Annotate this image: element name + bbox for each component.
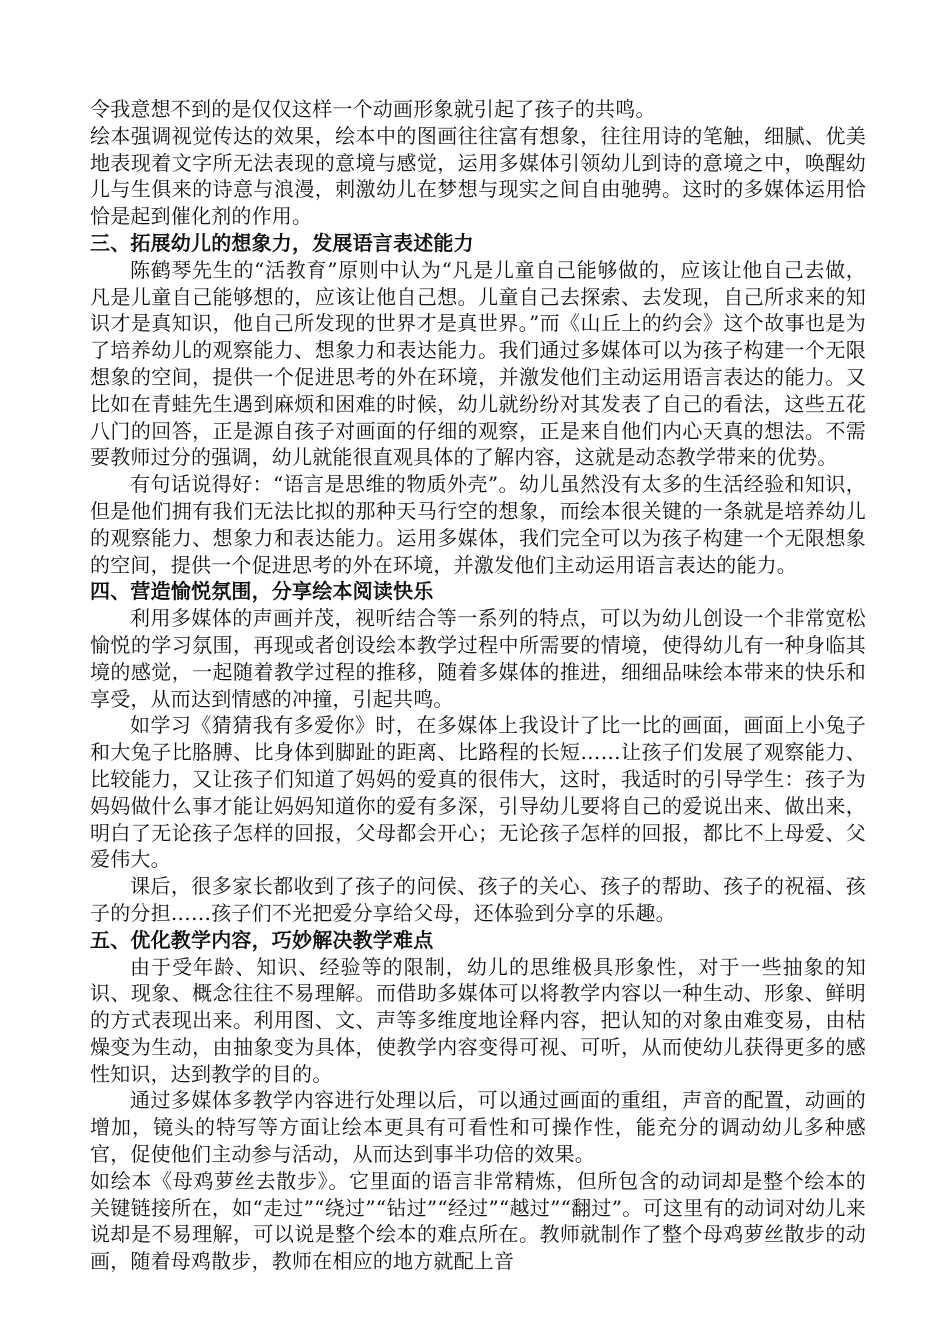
paragraph: 陈鹤琴先生的“活教育”原则中认为“凡是儿童自己能够做的，应该让他自己去做，凡是儿童自己能够想的，应该让他自己想。儿童自己去探索、去发现，自己所求来的知识才是真知识，他自己所发现的世界才是真世界。”而《山丘上的约会》这个故事也是为了培养幼儿的观察能力、想象力和表达能力。我们通过多媒体可以为孩子构建一个无限想象的空间，提供一个促进思考的外在环境，并激发他们主动运用语言表达的能力。又比如在青蛙先生遇到麻烦和困难的时候，幼儿就纷纷对其发表了自己的看法，这些五花八门的回答，正是源自孩子对画面的仔细的观察，正是来自他们内心天真的想法。不需要教师过分的强调，幼儿就能很直观具体的了解内容，这就是动态教学带来的优势。 [90, 257, 866, 470]
document-body [90, 96, 866, 1275]
paragraph: 如学习《猜猜我有多爱你》时，在多媒体上我设计了比一比的画面，画面上小兔子和大兔子比胳膊、比身体到脚趾的距离、比路程的长短……让孩子们发展了观察能力、比较能力，又让孩子们知道了妈妈的爱真的很伟大，这时，我适时的引导学生：孩子为妈妈做什么事才能让妈妈知道你的爱有多深，引导幼儿要将自己的爱说出来、做出来，明白了无论孩子怎样的回报，父母都会开心；无论孩子怎样的回报，都比不上母爱、父爱伟大。 [90, 713, 866, 872]
paragraph: 有句话说得好：“语言是思维的物质外壳”。幼儿虽然没有太多的生活经验和知识，但是他们拥有我们无法比拟的那种天马行空的想象，而绘本很关键的一条就是培养幼儿的观察能力、想象力和表达能力。运用多媒体，我们完全可以为孩子构建一个无限想象的空间，提供一个促进思考的外在环境，并激发他们主动运用语言表达的能力。 [90, 472, 866, 577]
paragraph: 由于受年龄、知识、经验等的限制，幼儿的思维极具形象性，对于一些抽象的知识、现象、概念往往不易理解。而借助多媒体可以将教学内容以一种生动、形象、鲜明的方式表现出来。利用图、文、声等多维度地诠释内容，把认知的对象由难变易，由枯燥变为生动，由抽象变为具体，使教学内容变得可视、可听，从而使幼儿获得更多的感性知识，达到教学的目的。 [90, 954, 866, 1086]
paragraph: 课后，很多家长都收到了孩子的问侯、孩子的关心、孩子的帮助、孩子的祝福、孩子的分担……孩子们不光把爱分享给父母，还体验到分享的乐趣。 [90, 874, 866, 925]
paragraph: 利用多媒体的声画并茂，视听结合等一系列的特点，可以为幼儿创设一个非常宽松愉悦的学习氛围，再现或者创设绘本教学过程中所需要的情境，使得幼儿有一种身临其境的感觉，一起随着教学过程的推移，随着多媒体的推进，细细品味绘本带来的快乐和享受，从而达到情感的冲撞，引起共鸣。 [90, 606, 866, 711]
section-heading: 五、优化教学内容，巧妙解决教学难点 [90, 927, 434, 952]
paragraph: 如绘本《母鸡萝丝去散步》。它里面的语言非常精炼，但所包含的动词却是整个绘本的关键链接所在，如“走过”“绕过”“钻过”“经过”“越过”“翻过”。可这里有的动词对幼儿来说却是不易理解，可以说是整个绘本的难点所在。教师就制作了整个母鸡萝丝散步的动画，随着母鸡散步，教师在相应的地方就配上音 [90, 1168, 866, 1274]
section-heading: 四、营造愉悦氛围，分享绘本阅读快乐 [90, 579, 434, 604]
paragraph: 通过多媒体多教学内容进行处理以后，可以通过画面的重组，声音的配置，动画的增加，镜头的特写等方面让绘本更具有可看性和可操作性，能充分的调动幼儿多种感官，促使他们主动参与活动，从而达到事半功倍的效果。 [90, 1088, 866, 1167]
paragraph: 绘本强调视觉传达的效果，绘本中的图画往往富有想象，往往用诗的笔触，细腻、优美地表现着文字所无法表现的意境与感觉，运用多媒体引领幼儿到诗的意境之中，唤醒幼儿与生俱来的诗意与浪漫，刺激幼儿在梦想与现实之间自由驰骋。这时的多媒体运用恰恰是起到催化剂的作用。 [90, 123, 866, 229]
paragraph: 令我意想不到的是仅仅这样一个动画形象就引起了孩子的共鸣。 [90, 97, 656, 121]
section-heading: 三、拓展幼儿的想象力，发展语言表述能力 [90, 230, 474, 255]
